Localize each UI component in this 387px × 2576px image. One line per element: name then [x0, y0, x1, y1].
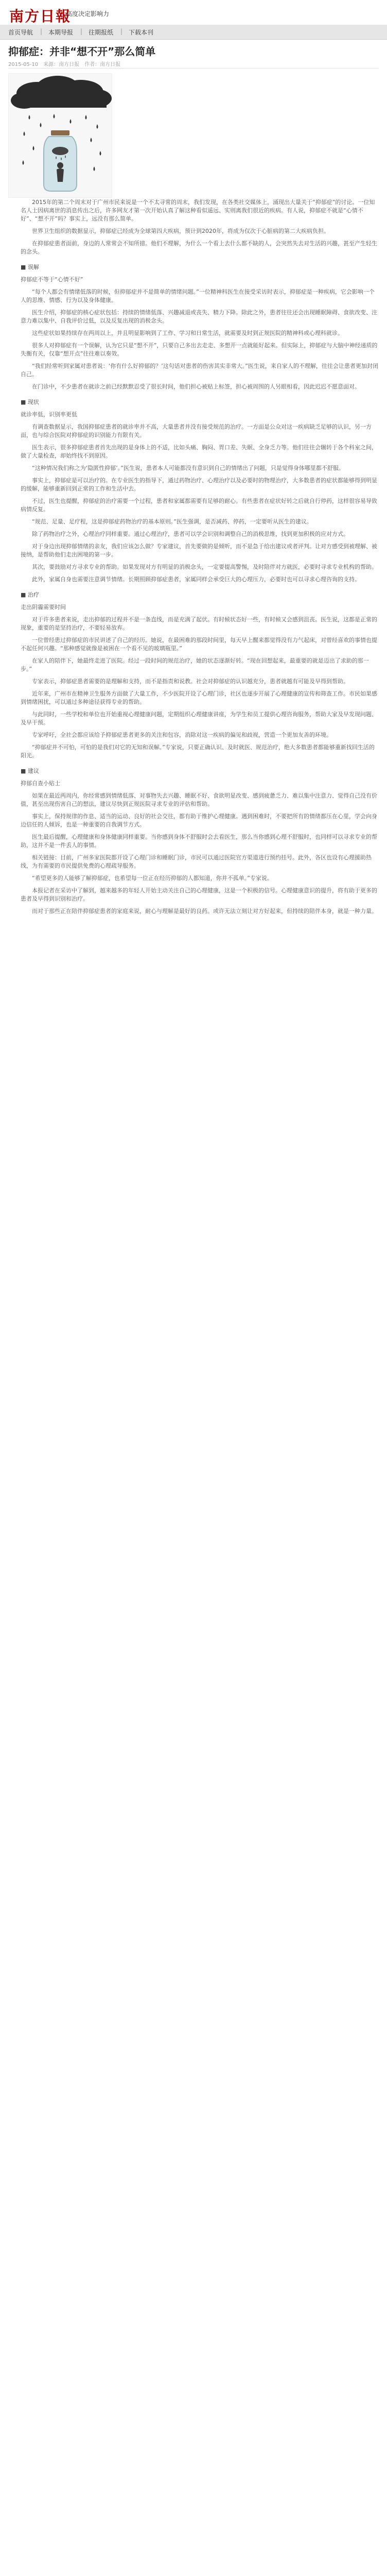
article-paragraph: 而对于那些正在陪伴抑郁症患者的家庭来说，耐心与理解是最好的良药。或许无法立刻让对方好起来，但持续的陪伴本身，就是一种力量。 [32, 908, 377, 914]
section-subheading: 走出阴霾需要时间 [21, 604, 66, 611]
article-paragraph: 医生最后提醒，心理健康和身体健康同样重要。当你感到身体不舒服时会去看医生，那么当你感到心理不舒服时，也同样可以寻求专业的帮助，这并不是一件丢人的事情。 [21, 834, 377, 849]
nav-item-current-issue[interactable]: 本期导报 [48, 29, 74, 36]
article-paragraph: 医生表示，很多抑郁症患者首先出现的是身体上的不适，比如头痛、胸闷、胃口差、失眠、全身乏力等。他们往往会辗转于各个科室之间，做了大量检查，却始终找不到原因。 [21, 444, 377, 459]
nav-item-home[interactable]: 首页导航 [8, 29, 33, 36]
rain-cloud-jar-illustration [9, 74, 112, 197]
article-paragraph: “抑郁症并不可怕，可怕的是我们对它的无知和误解。”专家说，只要正确认识、及时就医、规范治疗，绝大多数患者都能够重新找回生活的阳光。 [21, 744, 375, 759]
section-heading: ■ 误解 [21, 264, 39, 270]
article-paragraph: 这些症状如果持续存在两周以上，并且明显影响到了工作、学习和日常生活，就需要及时到正规医院的精神科或心理科就诊。 [32, 330, 343, 336]
article-paragraph: “这种情况我们称之为‘隐匿性抑郁’。”医生说，患者本人可能都没有意识到自己的情绪出了问题，只是觉得身体哪里都不舒服。 [32, 465, 344, 471]
article-illustration [8, 73, 112, 198]
section-subheading: 就诊率低，识别率更低 [21, 411, 77, 418]
article-paragraph: 医生介绍，抑郁症的核心症状包括：持续的情绪低落、兴趣减退或丧失、精力下降。除此之外，患者往往还会出现睡眠障碍、食欲改变、注意力难以集中、自我评价过低，以及反复出现的消极念头。 [21, 309, 377, 324]
article-paragraph: 在抑郁症患者面前，身边的人常常会不知所措。他们不理解，为什么一个看上去什么都不缺的人，会突然失去对生活的兴趣，甚至产生轻生的念头。 [21, 240, 377, 255]
article-paragraph: 世界卫生组织的数据显示，抑郁症已经成为全球第四大疾病，预计到2020年，将成为仅次于心脏病的第二大疾病负担。 [32, 228, 329, 234]
article-paragraph: 在家人的陪伴下，她最终走进了医院。经过一段时间的规范治疗，她的状态逐渐好转。“现在回想起来，最重要的就是迈出了求助的那一步。” [21, 657, 369, 672]
article-body [21, 198, 378, 920]
article-title: 抑郁症：并非“想不开”那么简单 [8, 45, 156, 58]
article-paragraph: 对于身边出现抑郁情绪的亲友，我们应该怎么做？专家建议，首先要做的是倾听，而不是急于给出建议或者评判。让对方感受到被理解、被接纳，是帮助他们走出困境的第一步。 [21, 543, 377, 558]
nav-separator: | [80, 28, 83, 35]
section-subheading: 抑郁症不等于“心情不好” [21, 276, 83, 283]
article-paragraph: 在门诊中，不少患者在就诊之前已经默默忍受了很长时间，他们担心被贴上标签，担心被周围的人另眼相看，因此迟迟不愿意面对。 [32, 383, 360, 390]
article-paragraph: 除了药物治疗之外，心理治疗同样重要。通过心理治疗，患者可以学会识别和调整自己的消极思维，找到更加积极的应对方式。 [32, 531, 349, 537]
nav-item-download[interactable]: 下载本刊 [129, 29, 154, 36]
title-divider [8, 68, 379, 69]
nav-item-past-issues[interactable]: 往期报纸 [89, 29, 114, 36]
article-paragraph: 与此同时，一些学校和单位也开始重视心理健康问题，定期组织心理健康讲座，为学生和员工提供心理咨询服务，帮助大家及早发现问题、及早干预。 [21, 711, 377, 726]
article-paragraph: 如果在最近两周内，你经常感到情绪低落、对事物失去兴趣、睡眠不好、食欲明显改变、感到疲惫乏力、难以集中注意力、觉得自己没有价值，甚至出现伤害自己的想法，建议尽快到正规医院寻求专业的评估和帮助。 [21, 792, 377, 807]
site-slogan: 高度决定影响力 [66, 10, 110, 18]
article-paragraph: 一位曾经患过抑郁症的市民讲述了自己的经历。她说，在最困难的那段时间里，每天早上醒来都觉得没有力气起床，对曾经喜欢的事情也提不起任何兴趣。“那种感觉就像是被困在一个看不见的玻璃瓶里。” [21, 637, 377, 652]
article-paragraph: “希望更多的人能够了解抑郁症，也希望每一位正在经历抑郁的人都知道，你并不孤单。”专家说。 [32, 875, 273, 882]
article-paragraph: “每个人都会有情绪低落的时候，但抑郁症并不是简单的情绪问题。”一位精神科医生在接受采访时表示，抑郁症是一种疾病，它会影响一个人的思维、情感、行为以及身体健康。 [21, 289, 375, 303]
article-paragraph: “我们经常听到家属对患者说：‘你有什么好抑郁的？’这句话对患者的伤害其实非常大。”医生说，来自家人的不理解，往往会让患者更加封闭自己。 [21, 363, 378, 378]
article-paragraph: “规范、足量、足疗程，这是抑郁症药物治疗的基本原则。”医生强调，是否减药、停药，一定要听从医生的建议。 [32, 518, 312, 525]
article-paragraph: 对于许多患者来说，走出抑郁的过程并不是一条直线，而是充满了起伏。有时候状态好一些，有时候又会感到沮丧。医生说，这都是正常的现象，重要的是坚持治疗，不要轻易放弃。 [21, 616, 377, 631]
article-paragraph: 事实上，保持规律的作息、适当的运动、良好的社会交往，都有助于维护心理健康。遇到困难时，不要把所有的情绪都压在心里，学会向身边信任的人倾诉，也是一种重要的自我调节方式。 [21, 813, 377, 828]
section-heading: ■ 治疗 [21, 591, 39, 598]
article-paragraph: 有调查数据显示，我国抑郁症患者的就诊率并不高，大量患者并没有接受规范的治疗。一方面是公众对这一疾病缺乏足够的认识，另一方面，也与综合医院对抑郁症的识别能力有限有关。 [21, 423, 372, 438]
section-heading: ■ 建议 [21, 768, 39, 774]
top-nav [0, 25, 387, 40]
section-subheading: 抑郁自查小贴士 [21, 780, 60, 787]
article-paragraph: 不过，医生也提醒，抑郁症的治疗需要一个过程，患者和家属都需要有足够的耐心。有些患者在症状好转之后就自行停药，这样很容易导致病情反复。 [21, 498, 377, 513]
nav-separator: | [120, 28, 123, 35]
article-paragraph: 专家表示，抑郁症患者需要的是理解和支持，而不是指责和说教。社会对抑郁症的认识越充分，患者就越有可能及早得到帮助。 [32, 678, 349, 685]
nav-separator: | [40, 28, 43, 35]
article-paragraph: 其次，要鼓励对方寻求专业的帮助。如果发现对方有明显的消极念头，一定要提高警惕，及时陪伴对方就医，必要时寻求专业机构的帮助。 [32, 564, 377, 570]
article-paragraph: 2015年的第二个周末对于广州市民来说是一个不太寻常的周末，我们发现，在各类社交媒体上，涌现出大量关于“抑郁症”的讨论。一位知名人士因病离世的消息传出之后，许多网友才第一次开始认真了解这种看似遥远、实则离我们很近的疾病。有人说，抑郁症不就是“心情不好”、“想不开”吗？事实上，远没有那么简单。 [21, 199, 375, 222]
article-paragraph: 本报记者在采访中了解到，越来越多的年轻人开始主动关注自己的心理健康，这是一个积极的信号。心理健康意识的提升，将有助于更多的患者及早得到识别和治疗。 [21, 887, 377, 902]
article-paragraph: 此外，家属自身也需要注意调节情绪。长期照顾抑郁症患者，家属同样会承受巨大的心理压力，必要时也可以寻求心理咨询的支持。 [32, 576, 360, 583]
article-paragraph: 很多人对抑郁症有一个误解，认为它只是“想不开”，只要自己多出去走走、多想开一点就能好起来。但实际上，抑郁症与大脑中神经递质的失衡有关，仅靠“想开点”往往难以奏效。 [21, 342, 378, 357]
article-paragraph: 专家呼吁，全社会都应该给予抑郁症患者更多的关注和包容，消除对这一疾病的偏见和歧视，营造一个更加友善的环境。 [32, 732, 332, 738]
article-paragraph: 事实上，抑郁症是可以治疗的。在专业医生的指导下，通过药物治疗、心理治疗以及必要时的物理治疗，大多数患者的症状都能够得到明显的缓解，能够重新回到正常的工作和生活中去。 [21, 477, 377, 492]
section-heading: ■ 现状 [21, 399, 39, 405]
article-meta: 2015-05-10 来源：南方日报 作者：南方日报 [8, 62, 121, 67]
site-logo[interactable]: 南方日報 [9, 8, 72, 25]
article-paragraph: 相关链接：目前，广州多家医院都开设了心理门诊和睡眠门诊，市民可以通过医院官方渠道进行预约挂号。此外，各区也设有心理援助热线，为有需要的市民提供免费的心理疏导服务。 [21, 854, 372, 869]
article-paragraph: 近年来，广州市在精神卫生服务方面做了大量工作，不少医院开设了心理门诊，社区也逐步开展了心理健康的宣传和筛查工作。市民如果感到情绪困扰，可以通过多种途径获得专业的帮助。 [21, 690, 377, 705]
site-header [0, 0, 387, 25]
